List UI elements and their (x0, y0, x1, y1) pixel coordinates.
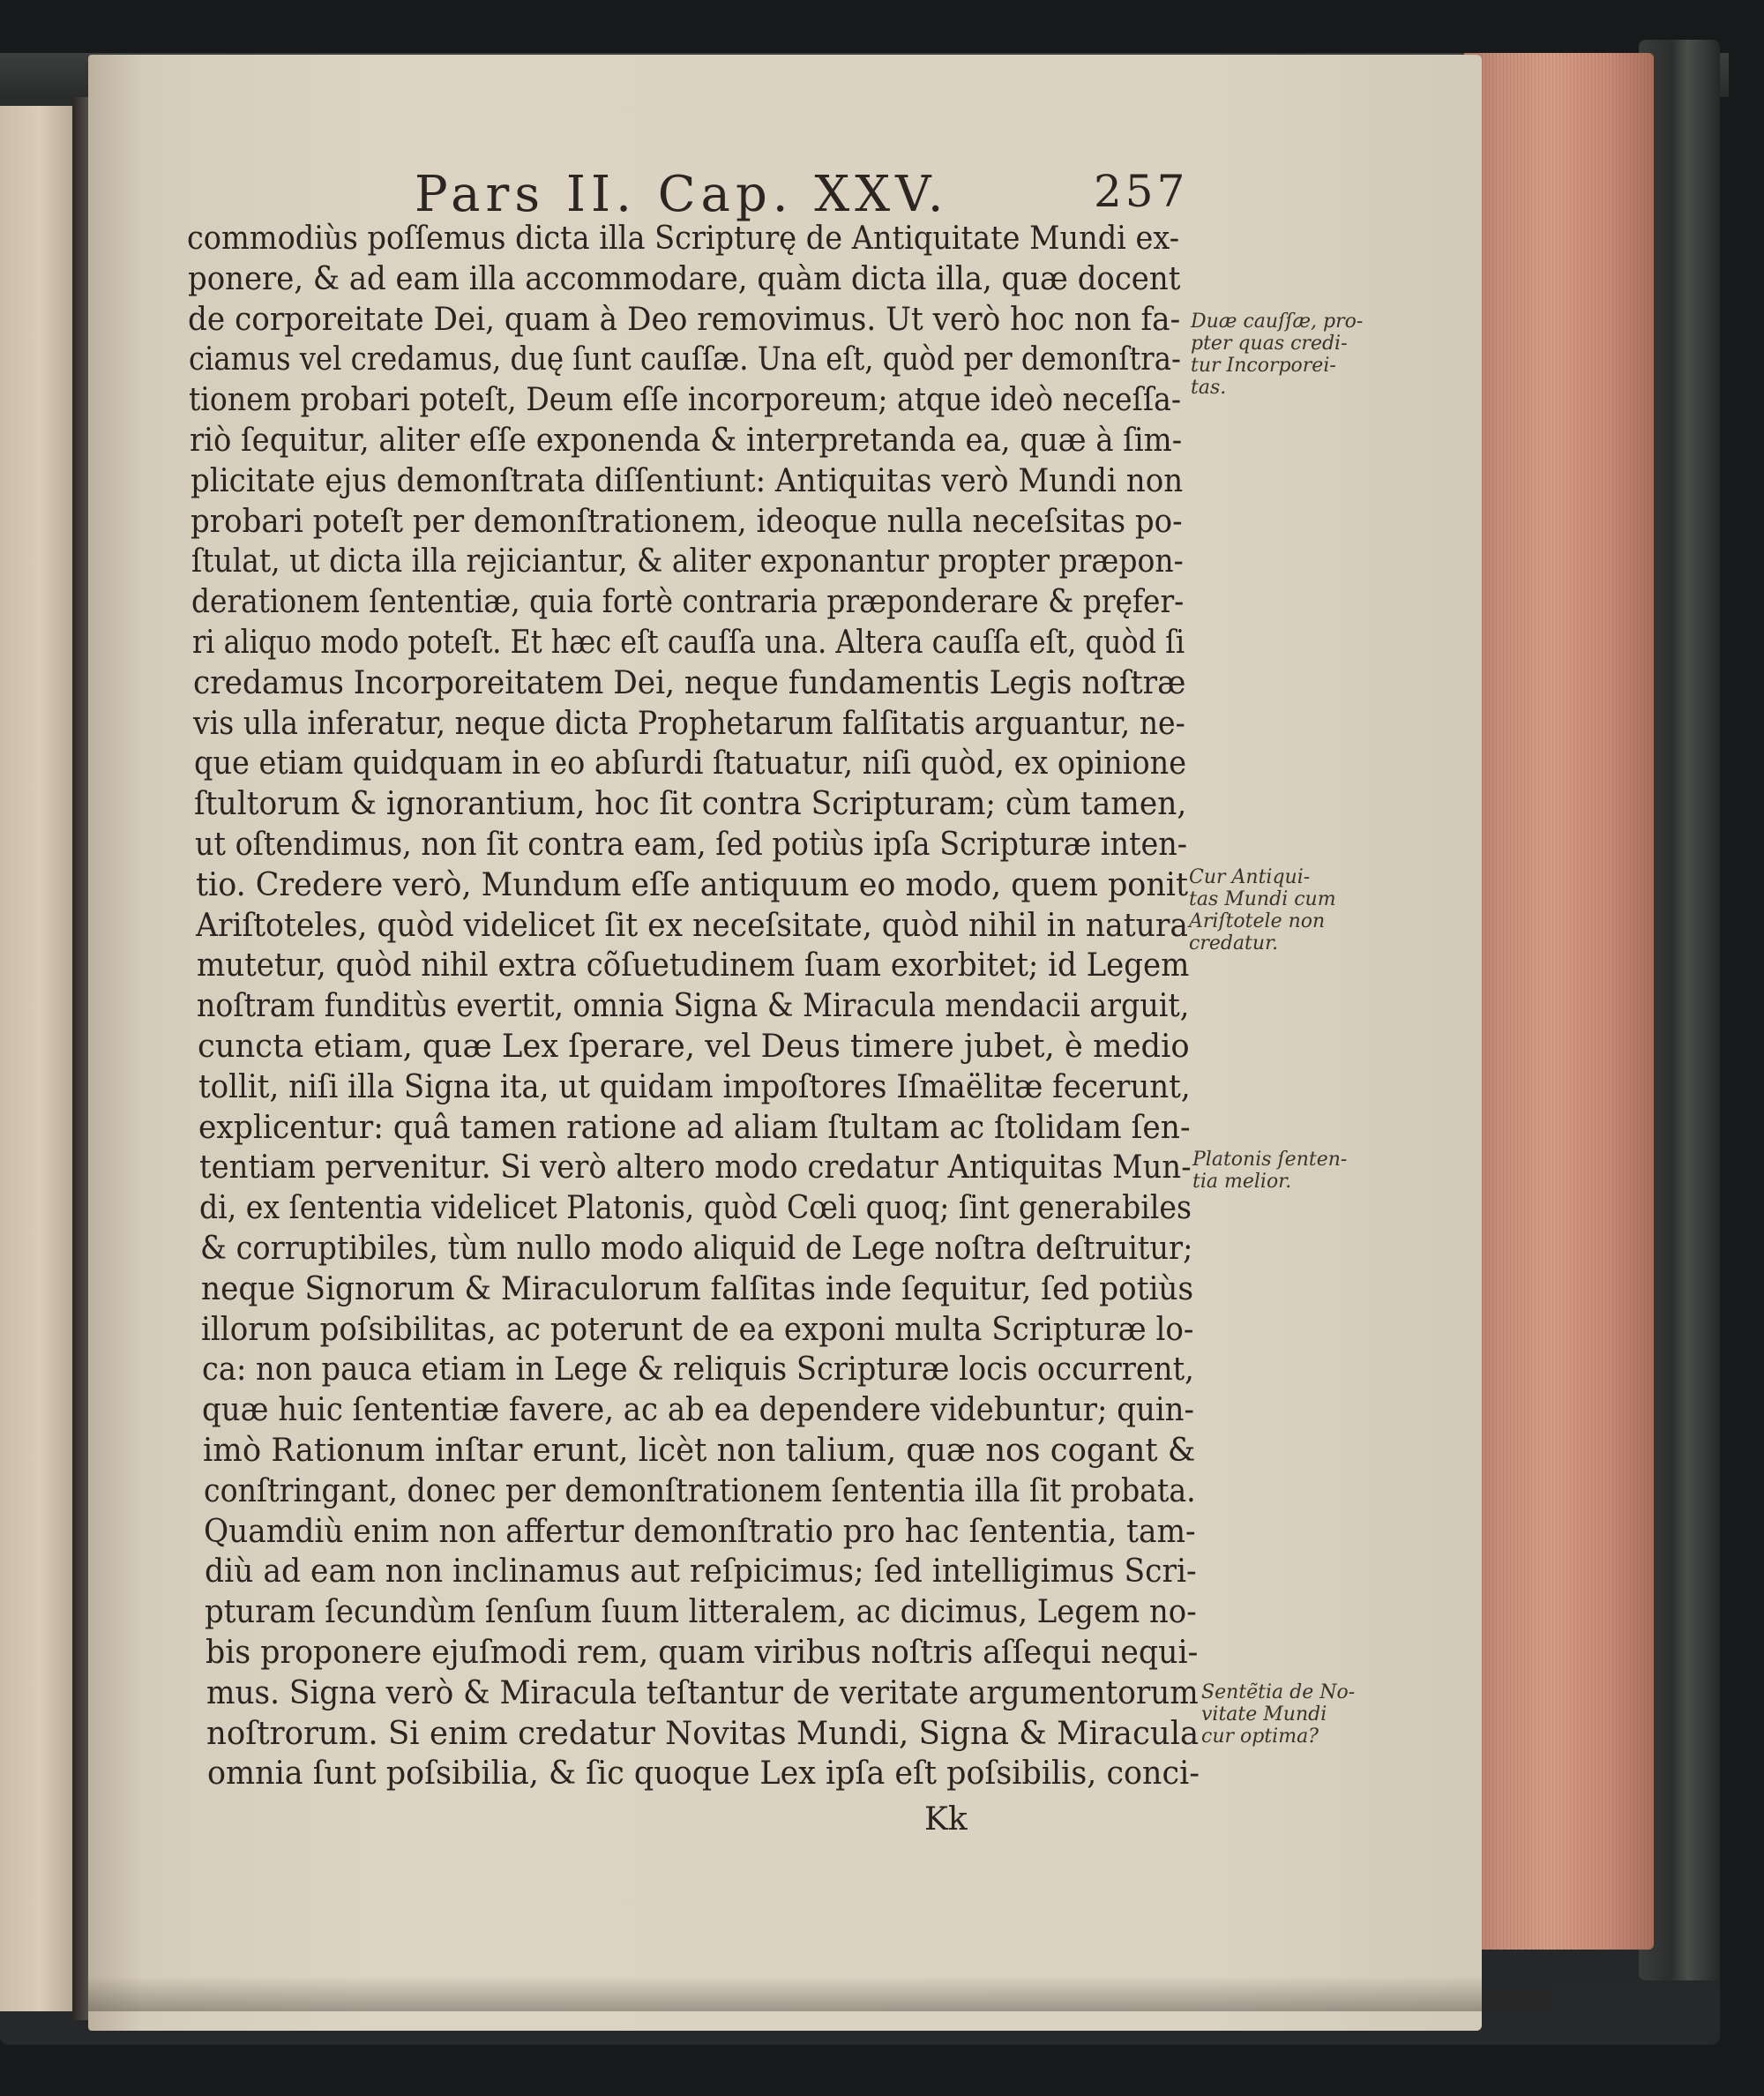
body-line: tollit, niſi illa Signa ita, ut quidam impoſtores Iſmaëlitæ fecerunt, (198, 1067, 1191, 1105)
margin-note-line: credatur. (1189, 932, 1279, 954)
body-line: ut oſtendimus, non ſit contra eam, ſed potiùs ipſa Scripturæ inten- (195, 825, 1188, 863)
body-line: di, ex ſententia videlicet Platonis, quòd Cœli quoq; ſint generabiles (199, 1188, 1192, 1227)
body-line: quæ huic ſententiæ favere, ac ab ea dependere videbuntur; quin- (202, 1390, 1195, 1429)
body-line: plicitate ejus demonſtrata diſſentiunt: Antiquitas verò Mundi non (190, 460, 1183, 499)
margin-note-line: cur optima? (1201, 1725, 1319, 1748)
running-head-title: Pars II. Cap. XXV. (415, 166, 949, 223)
body-line: conſtringant, donec per demonſtrationem ſententia illa ſit probata. (203, 1471, 1196, 1509)
body-line: cuncta etiam, quæ Lex ſperare, vel Deus timere jubet, è medio (198, 1027, 1190, 1065)
gathering-signature: Kk (924, 1801, 968, 1838)
body-line: tentiam pervenitur. Si verò altero modo credatur Antiquitas Mun- (198, 1148, 1192, 1186)
body-line: probari poteſt per demonſtrationem, ideoque nulla neceſsitas po- (191, 501, 1183, 540)
margin-note-line: tas Mundi cum (1189, 888, 1336, 910)
body-line: commodiùs poſſemus dicta illa Scripturę de Antiquitate Mundi ex- (187, 219, 1180, 257)
body-line: ri aliquo modo poteſt. Et hæc eſt cauſſa una. Altera cauſſa eſt, quòd ſi (192, 623, 1185, 661)
body-line: imò Rationum inſtar erunt, licèt non talium, quæ nos cogant & (203, 1431, 1196, 1469)
body-line: & corruptibiles, tùm nullo modo aliquid de Lege noſtra deſtruitur; (200, 1229, 1193, 1267)
body-line: Quamdiù enim non affertur demonſtratio pro hac ſententia, tam- (204, 1511, 1196, 1550)
body-line: ciamus vel credamus, duę ſunt cauſſæ. Una eſt, quòd per demonſtra- (188, 340, 1181, 378)
body-line: pturam ſecundùm ſenſum ſuum litteralem, ac dicimus, Legem no- (205, 1592, 1198, 1631)
body-line: mus. Signa verò & Miracula teſtantur de veritate argumentorum (206, 1673, 1199, 1711)
body-line: tionem probari poteſt, Deum eſſe incorporeum; atque ideò neceſſa- (189, 380, 1182, 419)
margin-note-line: Ariſtotele non (1189, 910, 1326, 932)
left-page-edge (0, 106, 72, 2011)
page-number: 257 (1094, 166, 1189, 217)
body-line: que etiam quidquam in eo abſurdi ſtatuatur, niſi quòd, ex opinione (193, 744, 1186, 782)
margin-note-line: tas. (1191, 377, 1227, 399)
body-line: ca: non pauca etiam in Lege & reliquis Scripturæ locis occurrent, (201, 1350, 1194, 1389)
body-line: derationem ſententiæ, quia fortè contraria præponderare & pręfer- (191, 582, 1185, 621)
margin-note-line: pter quas credi- (1191, 333, 1348, 355)
margin-note-line: Platonis ſenten- (1192, 1149, 1348, 1171)
body-line: diù ad eam non inclinamus aut reſpicimus; ſed intelligimus Scri- (204, 1552, 1197, 1591)
body-line: de corporeitate Dei, quam à Deo removimus. Ut verò hoc non fa- (188, 299, 1181, 338)
page-shadow (88, 1976, 1552, 2011)
body-line: credamus Incorporeitatem Dei, neque fundamentis Legis noſtræ (192, 662, 1186, 701)
body-line: bis proponere ejuſmodi rem, quam viribus noſtris aſſequi nequi- (206, 1633, 1199, 1671)
body-line: vis ulla inferatur, neque dicta Prophetarum falſitatis arguantur, ne- (193, 703, 1185, 742)
body-line: Ariſtoteles, quòd videlicet ſit ex neceſsitate, quòd nihil in natura (196, 905, 1189, 944)
body-line: ſtultorum & ignorantium, hoc ſit contra Scripturam; cùm tamen, (194, 784, 1187, 823)
body-line: neque Signorum & Miraculorum falſitas inde ſequitur, ſed potiùs (200, 1269, 1193, 1307)
red-fore-edge (1464, 53, 1654, 1950)
margin-note-line: tia melior. (1192, 1171, 1292, 1193)
body-line: tio. Credere verò, Mundum eſſe antiquum eo modo, quem ponit (195, 865, 1188, 903)
margin-note-line: Cur Antiqui- (1189, 866, 1311, 888)
margin-note-line: tur Incorporei- (1191, 355, 1336, 377)
margin-note-line: vitate Mundi (1201, 1703, 1327, 1725)
body-line: explicentur: quâ tamen ratione ad aliam ſtultam ac ſtolidam ſen- (198, 1107, 1191, 1146)
body-line: illorum poſsibilitas, ac poterunt de ea exponi multa Scripturæ lo- (201, 1309, 1194, 1348)
body-line: riò ſequitur, aliter eſſe exponenda & interpretanda ea, quæ à ſim- (190, 421, 1183, 459)
body-line: ſtulat, ut dicta illa rejiciantur, & aliter exponantur propter præpon- (191, 542, 1184, 580)
body-line: noſtram funditùs evertit, omnia Signa & Miracula mendacii arguit, (197, 986, 1190, 1025)
body-line: noſtrorum. Si enim credatur Novitas Mundi, Signa & Miracula (206, 1713, 1200, 1752)
body-line: ponere, & ad eam illa accommodare, quàm dicta illa, quæ docent (187, 258, 1180, 297)
body-line: omnia ſunt poſsibilia, & ſic quoque Lex ipſa eſt poſsibilis, conci- (206, 1754, 1200, 1793)
margin-note-line: Duæ cauſſæ, pro- (1191, 311, 1364, 333)
body-line: mutetur, quòd nihil extra cõſuetudinem ſuam exorbitet; id Legem (196, 946, 1190, 984)
margin-note-line: Sentẽtia de No- (1201, 1681, 1356, 1703)
